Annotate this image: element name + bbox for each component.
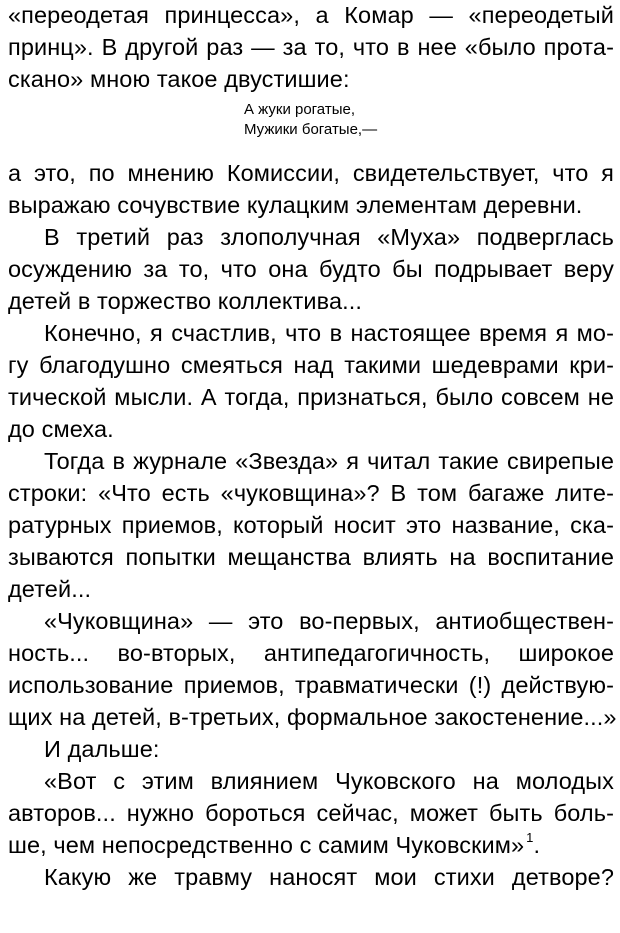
text-line: строки: «Что есть «чуковщина»? В том багаже лите- [8,480,614,506]
verse-line: Мужики богатые,— [244,121,378,138]
text-line: Конечно, я счастлив, что в настоящее время я мо- [44,320,614,346]
text-line: использование приемов, травматически (!) действую- [8,672,614,698]
text-line: ность... во-вторых, антипедагогичность, широкое [8,640,614,666]
book-page [8,0,617,933]
text-line: гу благодушно смеяться над такими шедеврами кри- [8,352,614,378]
text-line: до смеха. [8,416,114,442]
text-line: принц». В другой раз — за то, что в нее «было прота- [8,34,614,60]
text-line: осуждению за то, что она будто бы подрывает веру [8,256,614,282]
text-line: «Чуковщина» — это во-первых, антиобществен- [44,608,614,634]
verse-line: А жуки рогатые, [244,101,355,118]
text-line: И дальше: [44,736,160,762]
text-line: «Вот с этим влиянием Чуковского на молодых [44,768,614,794]
text-line: ше, чем непосредственно с самим Чуковским» $^1$. [8,830,541,858]
text-line: Тогда в журнале «Звезда» я читал такие свирепые [44,448,614,474]
footnote-reference: 1 [526,830,534,845]
text-line: авторов... нужно бороться сейчас, может быть боль- [8,800,614,826]
text-line: Какую же травму наносят мои стихи детворе? [44,864,614,890]
text-line: детей... [8,576,92,602]
text-line: ратурных приемов, который носит это название, ска- [8,512,614,538]
text-line: детей в торжество коллектива... [8,288,363,314]
text-line: «переодетая принцесса», а Комар — «переодетый [8,2,614,28]
text-line: щих на детей, в-третьих, формальное закостенение...» [8,704,617,730]
text-line: зываются попытки мещанства влиять на воспитание [8,544,614,570]
text-line: а это, по мнению Комиссии, свидетельствует, что я [8,160,614,186]
text-line: выражаю сочувствие кулацким элементам деревни. [8,192,583,218]
text-line: тической мысли. А тогда, признаться, было совсем не [8,384,614,410]
text-line-content: ше, чем непосредственно с самим Чуковским» [8,832,525,858]
text-line: В третий раз злополучная «Муха» подверглась [44,224,614,250]
text-line: скано» мною такое двустишие: [8,66,350,92]
